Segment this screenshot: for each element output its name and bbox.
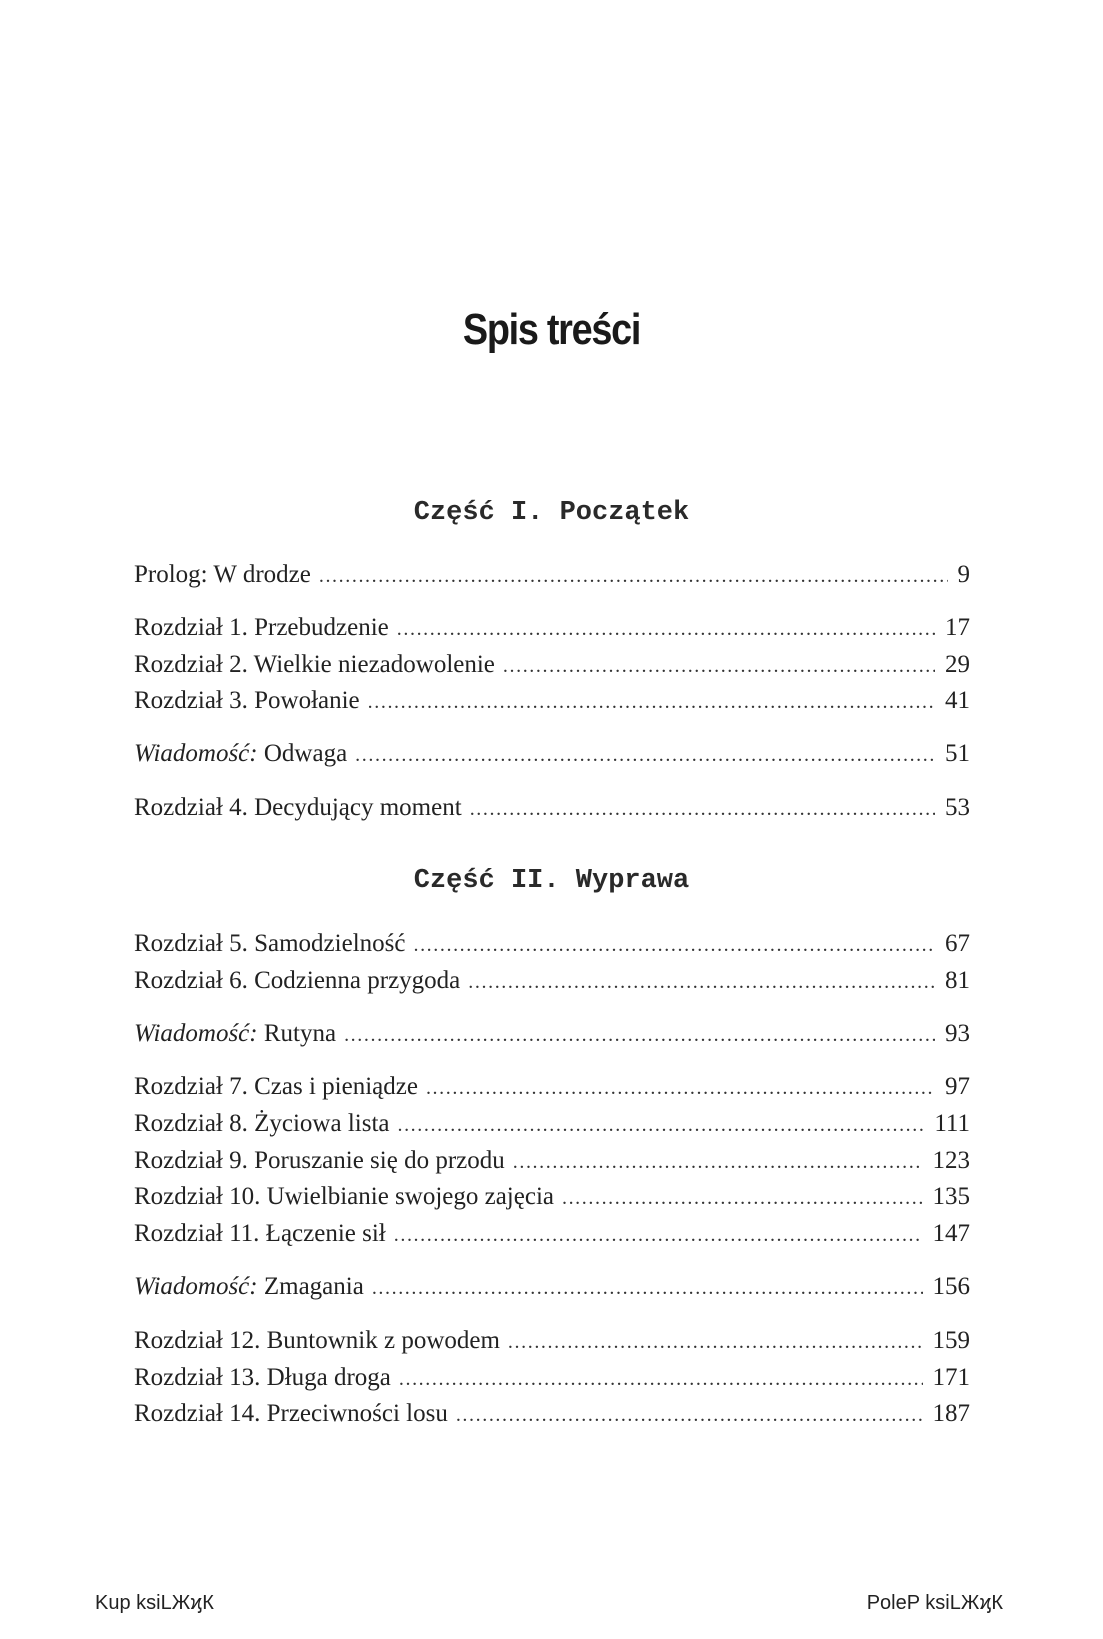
part-heading-1: Część I. Początek bbox=[413, 498, 690, 528]
entry-page: 187 bbox=[932, 1400, 970, 1427]
entry-label bbox=[134, 1018, 336, 1050]
dot-leader bbox=[394, 1219, 923, 1251]
dot-leader bbox=[397, 1109, 924, 1141]
footer-link-recommend[interactable]: PoleP ksiLЖϗК bbox=[866, 1592, 1003, 1614]
dot-leader bbox=[413, 929, 935, 961]
toc-entry[interactable] bbox=[134, 965, 970, 998]
part-heading-2: Część II. Wyprawa bbox=[413, 866, 690, 896]
toc-entry[interactable] bbox=[134, 1145, 970, 1178]
toc-entry[interactable] bbox=[134, 1071, 970, 1104]
toc-entry[interactable] bbox=[134, 928, 970, 961]
dot-leader bbox=[426, 1072, 935, 1104]
entry-prefix: Wiadomość: bbox=[134, 1273, 258, 1300]
entry-title: Rutyna bbox=[263, 1020, 337, 1047]
entry-title: Zmagania bbox=[263, 1273, 364, 1300]
dot-leader bbox=[468, 966, 935, 998]
entry-title: Odwaga bbox=[263, 740, 348, 767]
page-title: Spis treści bbox=[462, 305, 641, 354]
dot-leader bbox=[562, 1182, 923, 1214]
toc-entry-message[interactable] bbox=[134, 1018, 970, 1051]
toc-entry[interactable] bbox=[134, 1108, 970, 1141]
entry-page: 29 bbox=[945, 651, 970, 678]
entry-page: 135 bbox=[932, 1183, 970, 1210]
dot-leader bbox=[508, 1326, 923, 1358]
dot-leader bbox=[513, 1146, 923, 1178]
entry-label bbox=[134, 738, 347, 770]
entry-label: Rozdział 13. Długa droga bbox=[134, 1364, 391, 1391]
dot-leader bbox=[503, 650, 935, 682]
entry-label: Rozdział 8. Życiowa lista bbox=[134, 1110, 390, 1137]
entry-label: Rozdział 3. Powołanie bbox=[134, 687, 360, 714]
dot-leader bbox=[344, 1019, 935, 1051]
entry-label: Rozdział 1. Przebudzenie bbox=[134, 614, 389, 641]
dot-leader bbox=[470, 793, 935, 825]
dot-leader bbox=[368, 686, 935, 718]
entry-page: 51 bbox=[945, 740, 970, 767]
entry-label: Rozdział 7. Czas i pieniądze bbox=[134, 1073, 418, 1100]
toc-entry[interactable] bbox=[134, 685, 970, 718]
dot-leader bbox=[399, 1363, 923, 1395]
entry-page: 147 bbox=[932, 1220, 970, 1247]
toc-entry[interactable] bbox=[134, 792, 970, 825]
entry-page: 9 bbox=[957, 561, 970, 588]
toc-entry[interactable] bbox=[134, 612, 970, 645]
toc-entry-message[interactable] bbox=[134, 738, 970, 771]
entry-page: 159 bbox=[932, 1327, 970, 1354]
entry-label: Rozdział 11. Łączenie sił bbox=[134, 1220, 386, 1247]
entry-label: Rozdział 14. Przeciwności losu bbox=[134, 1400, 448, 1427]
entry-label: Rozdział 4. Decydujący moment bbox=[134, 794, 462, 821]
entry-page: 123 bbox=[932, 1147, 970, 1174]
entry-page: 17 bbox=[945, 614, 970, 641]
entry-label: Prolog: W drodze bbox=[134, 561, 311, 588]
toc-entry[interactable] bbox=[134, 1362, 970, 1395]
toc-entry[interactable] bbox=[134, 1181, 970, 1214]
entry-page: 41 bbox=[945, 687, 970, 714]
entry-label: Rozdział 12. Buntownik z powodem bbox=[134, 1327, 500, 1354]
dot-leader bbox=[355, 739, 935, 771]
toc-entry[interactable] bbox=[134, 1398, 970, 1431]
entry-page: 93 bbox=[945, 1020, 970, 1047]
dot-leader bbox=[372, 1272, 923, 1304]
dot-leader bbox=[319, 560, 948, 592]
entry-label: Rozdział 5. Samodzielność bbox=[134, 930, 406, 957]
toc-entry[interactable] bbox=[134, 1218, 970, 1251]
toc-entry[interactable] bbox=[134, 1325, 970, 1358]
footer-link-buy[interactable]: Kup ksiLЖϗК bbox=[95, 1592, 214, 1614]
entry-page: 97 bbox=[945, 1073, 970, 1100]
entry-page: 111 bbox=[934, 1110, 970, 1137]
toc-entry[interactable] bbox=[134, 649, 970, 682]
dot-leader bbox=[456, 1399, 923, 1431]
entry-page: 67 bbox=[945, 930, 970, 957]
entry-page: 81 bbox=[945, 967, 970, 994]
entry-label bbox=[134, 1271, 364, 1303]
dot-leader bbox=[397, 613, 935, 645]
entry-prefix: Wiadomość: bbox=[134, 1020, 258, 1047]
toc-entry-message[interactable] bbox=[134, 1271, 970, 1304]
entry-label: Rozdział 6. Codzienna przygoda bbox=[134, 967, 461, 994]
entry-page: 171 bbox=[932, 1364, 970, 1391]
entry-page: 156 bbox=[932, 1273, 970, 1300]
entry-label: Rozdział 2. Wielkie niezadowolenie bbox=[134, 651, 495, 678]
entry-label: Rozdział 9. Poruszanie się do przodu bbox=[134, 1147, 505, 1174]
entry-prefix: Wiadomość: bbox=[134, 740, 258, 767]
entry-page: 53 bbox=[945, 794, 970, 821]
toc-entry[interactable] bbox=[134, 559, 970, 592]
entry-label: Rozdział 10. Uwielbianie swojego zajęcia bbox=[134, 1183, 554, 1210]
